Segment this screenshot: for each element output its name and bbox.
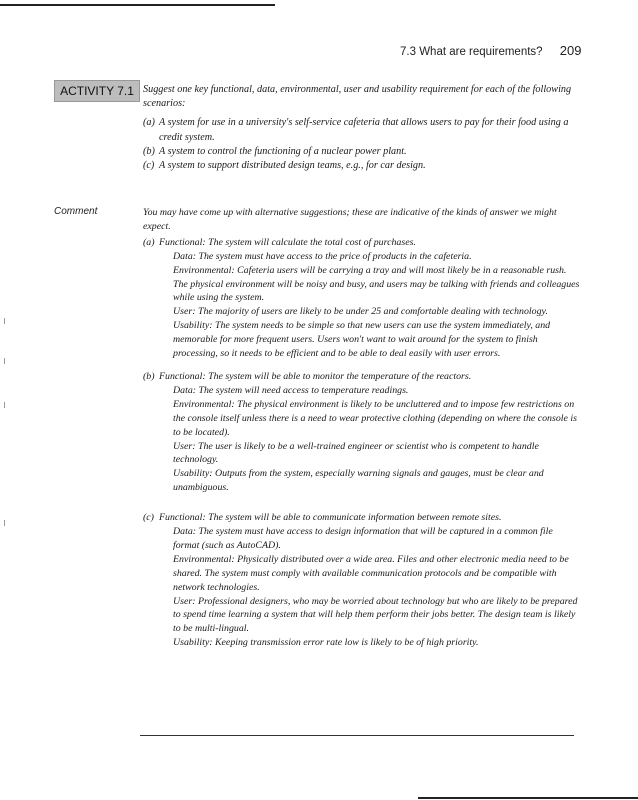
scenario-text: A system to control the functioning of a nuclear power plant. bbox=[159, 145, 407, 157]
activity-prompt: Suggest one key functional, data, environmental, user and usability requirement for each of the following scenarios: bbox=[143, 84, 572, 110]
running-header bbox=[400, 43, 581, 58]
comment-c-usability: Usability: Keeping transmission error rate low is likely to be of high priority. bbox=[173, 637, 479, 649]
comment-label: Comment bbox=[54, 206, 98, 217]
scenario-item bbox=[143, 159, 583, 173]
scenario-label: (c) bbox=[143, 160, 155, 172]
scenario-text: A system to support distributed design teams, e.g., for car design. bbox=[159, 160, 426, 172]
item-label: (b) bbox=[143, 370, 155, 382]
margin-mark bbox=[4, 402, 5, 408]
comment-intro: You may have come up with alternative suggestions; these are indicative of the kinds of answer we might expect. bbox=[143, 207, 557, 232]
scenario-item bbox=[143, 116, 583, 144]
section-title: What are requirements? bbox=[419, 46, 543, 58]
comment-a-data: Data: The system must have access to the price of products in the cafeteria. bbox=[173, 250, 472, 262]
section-number: 7.3 bbox=[400, 46, 416, 58]
comment-item-c-functional bbox=[143, 511, 580, 525]
comment-b-data: Data: The system will need access to temperature readings. bbox=[173, 384, 409, 396]
comment-item-b-functional bbox=[143, 370, 580, 384]
comment-c-data: Data: The system must have access to design information that will be captured in a common file format (such as AutoCAD). bbox=[173, 526, 553, 551]
item-label: (c) bbox=[143, 512, 154, 524]
requirement-text: Functional: The system will calculate the total cost of purchases. bbox=[159, 236, 416, 248]
scenario-item bbox=[143, 145, 583, 159]
bottom-rule bbox=[140, 735, 574, 736]
comment-a-usability: Usability: The system needs to be simple so that new users can use the system immediately, and memorable for more frequent users. Users won't want to wait around for the system to finish processing, so it needs to be efficient and to be able to deal easily with user errors. bbox=[173, 320, 551, 360]
comment-b-user: User: The user is likely to be a well-trained engineer or scientist who is competent to handle technology. bbox=[173, 440, 539, 466]
margin-mark bbox=[4, 520, 5, 526]
comment-item-a-functional bbox=[143, 236, 580, 250]
requirement-text: Functional: The system will be able to monitor the temperature of the reactors. bbox=[159, 370, 472, 382]
margin-mark bbox=[4, 318, 5, 324]
scenario-label: (b) bbox=[143, 145, 155, 157]
comment-c-environmental: Environmental: Physically distributed over a wide area. Files and other electronic media need to be shared. The system must comply with available communication protocols and be compatible with network technologies. bbox=[173, 553, 569, 593]
item-label: (a) bbox=[143, 236, 155, 248]
scenario-text: A system for use in a university's self-service cafeteria that allows users to pay for their food using a credit system. bbox=[159, 117, 569, 143]
top-rule bbox=[0, 4, 275, 6]
margin-mark bbox=[4, 358, 5, 364]
scenario-label: (a) bbox=[143, 117, 155, 129]
comment-a-user: User: The majority of users are likely to be under 25 and comfortable dealing with technology. bbox=[173, 306, 548, 318]
activity-text bbox=[143, 83, 583, 173]
comment-body bbox=[143, 206, 580, 650]
comment-c-user: User: Professional designers, who may be worried about technology but who are likely to be prepared to spend time learning a system that will help them perform their jobs better. The design team is likely to be multi-lingual. bbox=[173, 595, 578, 635]
page-number: 209 bbox=[559, 43, 582, 58]
activity-label: ACTIVITY 7.1 bbox=[54, 80, 140, 102]
comment-a-environmental: Environmental: Cafeteria users will be carrying a tray and will most likely be in a reasonable rush. The physical environment will be noisy and busy, and users may be talking with friends and colleagues while using the system. bbox=[173, 264, 580, 304]
comment-b-usability: Usability: Outputs from the system, especially warning signals and gauges, must be clear and unambiguous. bbox=[173, 468, 544, 494]
footer-rule bbox=[418, 797, 638, 799]
comment-b-environmental: Environmental: The physical environment is likely to be uncluttered and to impose few restrictions on the console itself unless there is a need to wear protective clothing (depending on where the console is to be located). bbox=[173, 398, 577, 438]
requirement-text: Functional: The system will be able to communicate information between remote sites. bbox=[159, 512, 502, 524]
